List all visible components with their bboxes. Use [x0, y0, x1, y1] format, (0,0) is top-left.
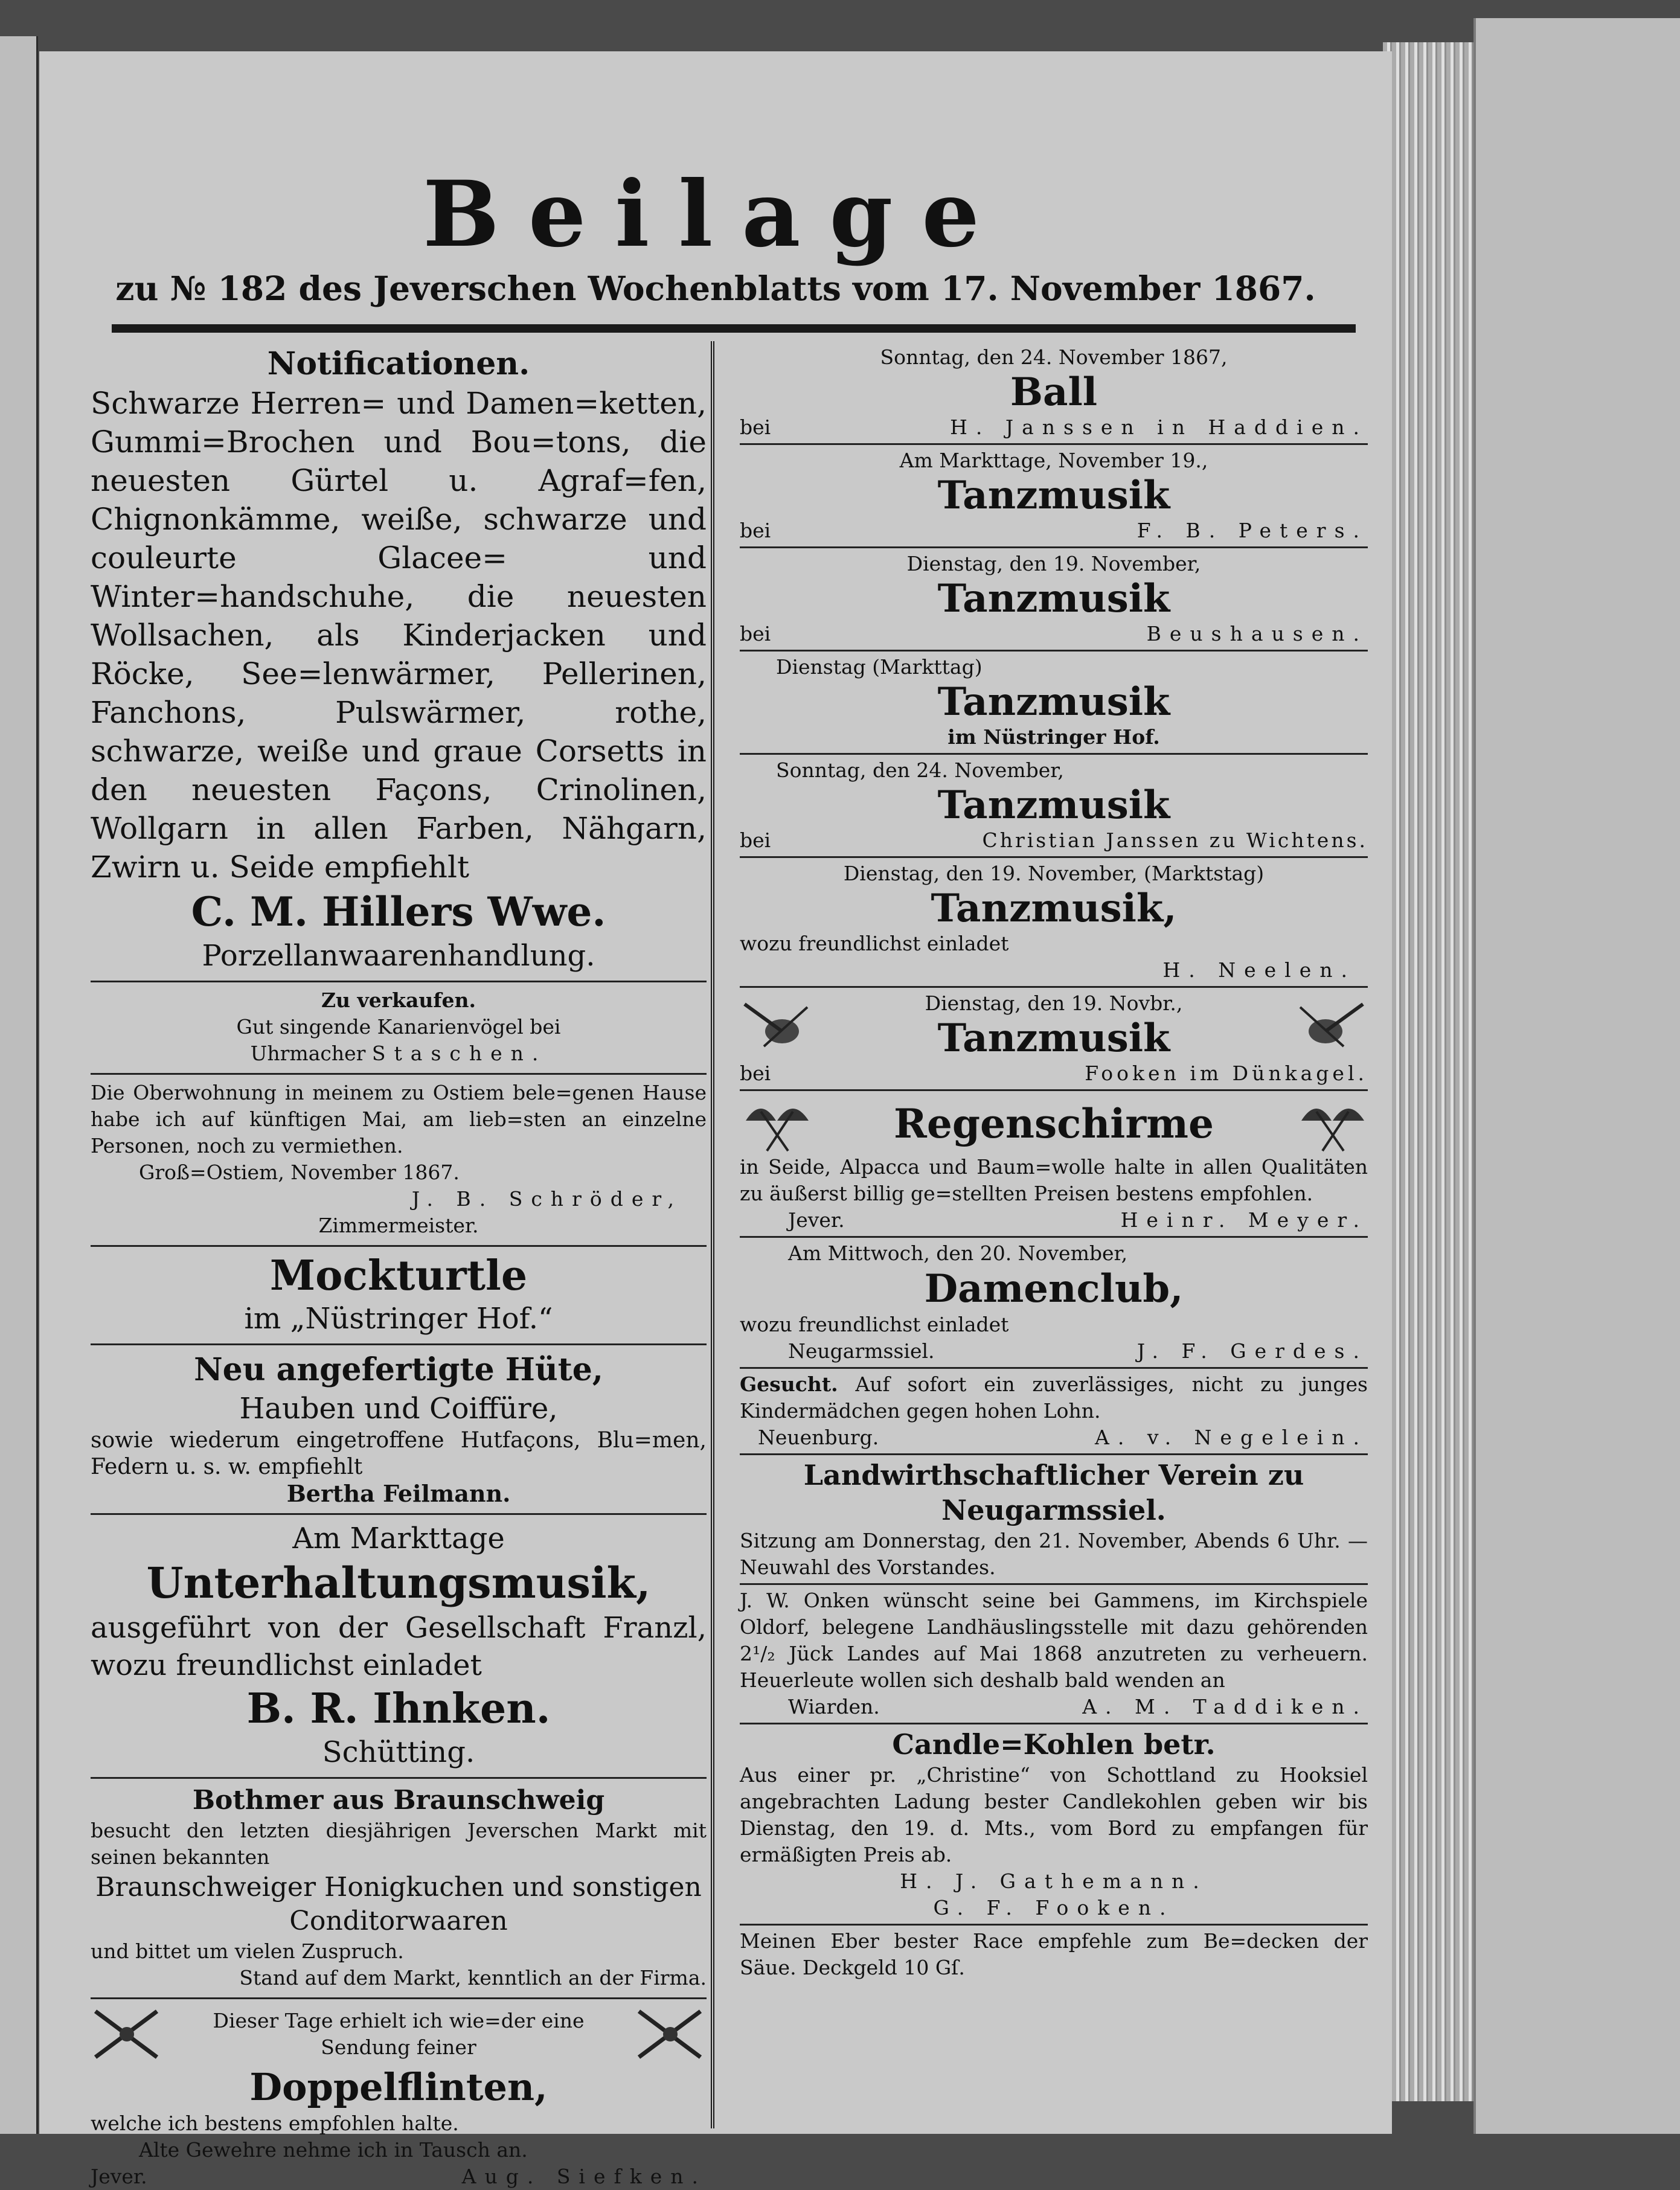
ad-tanzmusik-beushausen: [740, 551, 1368, 647]
ad-date: Dienstag, den 19. November,: [906, 552, 1201, 575]
ad-host: im Nüstringer Hof.: [947, 725, 1160, 749]
column-divider: [711, 341, 714, 2128]
tanz-header: [740, 990, 1368, 1060]
ad-host: H. Neelen.: [1162, 958, 1356, 982]
ad-title: Ball: [1010, 370, 1098, 415]
umbrella-icon: [1295, 1093, 1368, 1154]
separator: [740, 856, 1368, 858]
ad-mockturtle: [91, 1252, 707, 1337]
ad-host: Fooken im Dünkagel.: [1085, 1061, 1368, 1085]
ad-host: Christian Janssen zu Wichtens.: [982, 828, 1368, 852]
separator: [740, 1236, 1368, 1238]
ad-signature-row: [740, 1694, 1368, 1720]
ad-invite: wozu freundlichst einladet: [740, 1313, 1009, 1336]
separator: [740, 1367, 1368, 1369]
ad-title: Tanzmusik: [937, 1016, 1170, 1061]
right-column: [740, 344, 1368, 1981]
ad-signature-row: [740, 1424, 1368, 1451]
separator: [740, 1089, 1368, 1091]
ad-host-row: [740, 621, 1368, 647]
left-column: [91, 344, 707, 2190]
violin-icon: [1295, 995, 1368, 1055]
ad-bei: bei: [740, 1061, 771, 1085]
ad-place: Schütting.: [322, 1735, 475, 1769]
separator: [740, 1583, 1368, 1585]
ad-trade: Zimmermeister.: [318, 1214, 479, 1237]
ad-damenclub: [740, 1240, 1368, 1365]
ad-body: Aus einer pr. „Christine“ von Schottland zu Hooksiel angebrachten Ladung bester Candlekohlen geben wir bis Dienstag, den 19. d. Mts., vom Bord zu empfangen für ermäßigten Preis ab.: [740, 1763, 1368, 1866]
ad-signature-row: [91, 2163, 707, 2190]
ad-firm-sub: Porzellanwaarenhandlung.: [202, 939, 595, 973]
ad-date: Sonntag, den 24. November 1867,: [880, 345, 1228, 369]
crossed-guns-icon: [634, 2004, 707, 2064]
ad-title: Neu angefertigte Hüte,: [194, 1351, 603, 1388]
separator: [91, 981, 707, 982]
ad-date: Am Mittwoch, den 20. November,: [788, 1241, 1128, 1265]
ad-signature: Aug. Siefken.: [461, 2165, 707, 2188]
ad-request: und bittet um vielen Zuspruch.: [91, 1939, 404, 1963]
ad-intro: Dieser Tage erhielt ich wie=der eine Sendung feiner: [213, 2009, 585, 2059]
ad-firm: C. M. Hillers Wwe.: [191, 888, 606, 935]
ad-place: Neugarmssiel.: [788, 1339, 935, 1363]
separator: [91, 1997, 707, 1999]
ad-title: Doppelflinten,: [249, 2065, 548, 2109]
ad-ball: [740, 344, 1368, 441]
separator: [740, 546, 1368, 548]
ad-host: Beushausen.: [1146, 622, 1368, 645]
page-block-edges: [1383, 42, 1473, 2101]
ad-title: Tanzmusik: [937, 576, 1170, 621]
ad-host: F. B. Peters.: [1137, 519, 1368, 542]
ad-place: Wiarden.: [788, 1695, 880, 1718]
ad-date: Am Markttage, November 19.,: [899, 449, 1208, 472]
umbrella-header: [740, 1093, 1368, 1154]
ad-date: Dienstag, den 19. Novbr.,: [925, 991, 1183, 1015]
ad-signature: J. B. Schröder,: [411, 1187, 682, 1211]
ad-bei: bei: [740, 622, 771, 645]
ad-body: Meinen Eber bester Race empfehle zum Be=decken der Säue. Deckgeld 10 Gſ.: [740, 1929, 1368, 1979]
ad-tanzmusik-nuestringer: [740, 654, 1368, 751]
ad-tanzmusik-janssen: [740, 757, 1368, 854]
ad-signature: H. J. Gathemann.: [900, 1869, 1208, 1893]
ad-signature: Heinr. Meyer.: [1120, 1208, 1368, 1232]
header-rule: [112, 324, 1356, 333]
ad-title: Candle=Kohlen betr.: [892, 1728, 1216, 1761]
tanz-header-center: [812, 990, 1295, 1060]
gun-header: [91, 2004, 707, 2064]
ad-title: Tanzmusik: [937, 473, 1170, 518]
ad-bothmer: [91, 1784, 707, 1991]
ad-place: Jever.: [788, 1208, 845, 1232]
page-title: Beilage: [423, 161, 1008, 267]
ad-body: Schwarze Herren= und Damen=ketten, Gummi=Brochen und Bou=tons, die neuesten Gürtel u. Agraf=fen, Chignonkämme, weiße, schwarze und couleurte Glacee= und Winter=handschuhe, die neuesten Wollsachen, als Kinderjacken und Röcke, See=lenwärmer, Pellerinen, Fanchons, Pulswärmer, rothe, schwarze, weiße und graue Corsetts in den neuesten Façons, Crinolinen, Wollgarn in allen Farben, Nähgarn, Zwirn u. Seide empfiehlt: [91, 386, 707, 885]
crossed-guns-icon: [91, 2004, 163, 2064]
ad-host-row: [740, 517, 1368, 544]
ad-body: sowie wiederum eingetroffene Hutfaçons, Blu=men, Federn u. s. w. empfiehlt: [91, 1428, 707, 1479]
ad-body: welche ich bestens empfohlen halte.: [91, 2112, 459, 2135]
violin-icon: [740, 995, 812, 1055]
ad-eber: [740, 1928, 1368, 1981]
ad-pretitle: Am Markttage: [292, 1522, 505, 1555]
ad-title: Tanzmusik: [937, 679, 1170, 725]
ad-title: Landwirthschaftlicher Verein zu Neugarmssiel.: [803, 1459, 1304, 1526]
separator: [740, 986, 1368, 988]
ad-note: Alte Gewehre nehme ich in Tausch an.: [139, 2138, 528, 2162]
ad-tanzmusik-peters: [740, 447, 1368, 544]
ad-place: Neuenburg.: [758, 1426, 879, 1449]
ad-tanzmusik-neelen: [740, 860, 1368, 984]
ad-goods: Braunschweiger Honigkuchen und sonstigen Conditorwaaren: [95, 1872, 702, 1936]
ad-signature: A. M. Taddiken.: [1082, 1695, 1368, 1718]
ad-place: Jever.: [91, 2165, 147, 2188]
separator: [740, 753, 1368, 755]
ad-bei: bei: [740, 415, 771, 439]
ad-body: ausgeführt von der Gesellschaft Franzl, wozu freundlichst einladet: [91, 1611, 707, 1682]
ad-host: H. Janssen in Haddien.: [950, 415, 1368, 439]
ad-doppelflinten: [91, 2004, 707, 2190]
separator: [740, 650, 1368, 652]
page-subtitle: zu № 182 des Jeverschen Wochenblatts vom 17. November 1867.: [115, 269, 1316, 308]
ad-title: Tanzmusik: [937, 783, 1170, 828]
ad-place: Groß=Ostiem, November 1867.: [139, 1161, 460, 1184]
ad-invite: wozu freundlichst einladet: [740, 932, 1009, 955]
umbrella-icon: [740, 1093, 812, 1154]
newspaper-page: [39, 51, 1392, 2188]
ad-bei: bei: [740, 828, 771, 852]
ad-text: Auf sofort ein zuverlässiges, nicht zu junges Kindermädchen gegen hohen Lohn.: [740, 1372, 1368, 1423]
separator: [740, 1924, 1368, 1926]
book-cover: [1473, 18, 1680, 2134]
signature-name: Staschen.: [371, 1042, 547, 1065]
separator: [740, 1453, 1368, 1455]
ad-title: Mockturtle: [269, 1252, 528, 1300]
ad-landwirthschaftlicher-verein: [740, 1458, 1368, 1581]
ad-body: [740, 1371, 1368, 1424]
ad-candle-kohlen: [740, 1727, 1368, 1921]
ad-body: Gut singende Kanarienvögel bei: [236, 1015, 561, 1039]
ad-title: Unterhaltungsmusik,: [146, 1558, 651, 1608]
ad-heading: Zu verkaufen.: [321, 988, 476, 1012]
ad-notificationen: [91, 344, 707, 975]
ad-body: in Seide, Alpacca und Baum=wolle halte in allen Qualitäten zu äußerst billig ge=stellten Preisen bestens empfohlen.: [740, 1155, 1368, 1205]
separator: [91, 1245, 707, 1247]
masthead: [39, 161, 1392, 308]
ad-body: Die Oberwohnung in meinem zu Ostiem bele=genen Hause habe ich auf künftigen Mai, am lieb=sten an einzelne Personen, noch zu vermiethen.: [91, 1081, 707, 1157]
separator: [740, 443, 1368, 445]
ad-tanzmusik-fooken: [740, 990, 1368, 1087]
ad-oberwohnung: [91, 1080, 707, 1239]
ad-unterhaltungsmusik: [91, 1520, 707, 1771]
ad-signature: A. v. Negelein.: [1095, 1426, 1368, 1449]
ad-zu-verkaufen: [91, 987, 707, 1067]
ad-date: Sonntag, den 24. November,: [776, 758, 1064, 782]
ad-subtitle: Hauben und Coiffüre,: [239, 1392, 558, 1426]
separator: [91, 1777, 707, 1779]
ad-subtitle: im „Nüstringer Hof.“: [244, 1302, 553, 1336]
ad-signature: G. F. Fooken.: [933, 1896, 1175, 1919]
separator: [91, 1073, 707, 1075]
ad-body: besucht den letzten diesjährigen Jeverschen Markt mit seinen bekannten: [91, 1819, 707, 1869]
separator: [91, 1343, 707, 1345]
ad-title: Damenclub,: [924, 1266, 1184, 1311]
ad-note: Stand auf dem Markt, kenntlich an der Firma.: [239, 1966, 707, 1990]
ad-bei: bei: [740, 519, 771, 542]
ad-label: Gesucht.: [740, 1372, 838, 1396]
ad-heading: Notificationen.: [267, 345, 530, 382]
ad-body: J. W. Onken wünscht seine bei Gammens, im Kirchspiele Oldorf, belegene Landhäuslingsstelle mit dazu gehörenden 2¹/₂ Jück Landes auf Mai 1868 anzutreten zu verheuern. Heuerleute wollen sich deshalb bald wenden an: [740, 1589, 1368, 1692]
ad-gesucht: [740, 1371, 1368, 1451]
separator: [91, 1513, 707, 1515]
ad-signature-row: [740, 1338, 1368, 1365]
ad-title: Tanzmusik,: [931, 886, 1177, 931]
ad-date: Dienstag (Markttag): [776, 655, 983, 679]
ad-host-row: [740, 827, 1368, 854]
previous-page-edge: [0, 36, 38, 2134]
ad-signature: J. F. Gerdes.: [1137, 1339, 1368, 1363]
ad-date: Dienstag, den 19. November, (Marktstag): [843, 862, 1265, 885]
ad-body: Sitzung am Donnerstag, den 21. November, Abends 6 Uhr. — Neuwahl des Vorstandes.: [740, 1529, 1368, 1579]
ad-title: Bothmer aus Braunschweig: [192, 1785, 605, 1816]
ad-onken: [740, 1587, 1368, 1720]
ad-host-row: [740, 414, 1368, 441]
ad-title: Regenschirme: [894, 1100, 1214, 1147]
ad-signature-row: [740, 1207, 1368, 1234]
ad-host-row: [740, 1060, 1368, 1087]
separator: [740, 1723, 1368, 1724]
ad-huete: [91, 1350, 707, 1507]
ad-signature: B. R. Ihnken.: [246, 1685, 551, 1733]
ad-signature: [91, 1040, 707, 1067]
signature-prefix: Uhrmacher: [250, 1042, 366, 1065]
ad-signature: Bertha Feilmann.: [286, 1480, 511, 1507]
ad-regenschirme: [740, 1093, 1368, 1234]
